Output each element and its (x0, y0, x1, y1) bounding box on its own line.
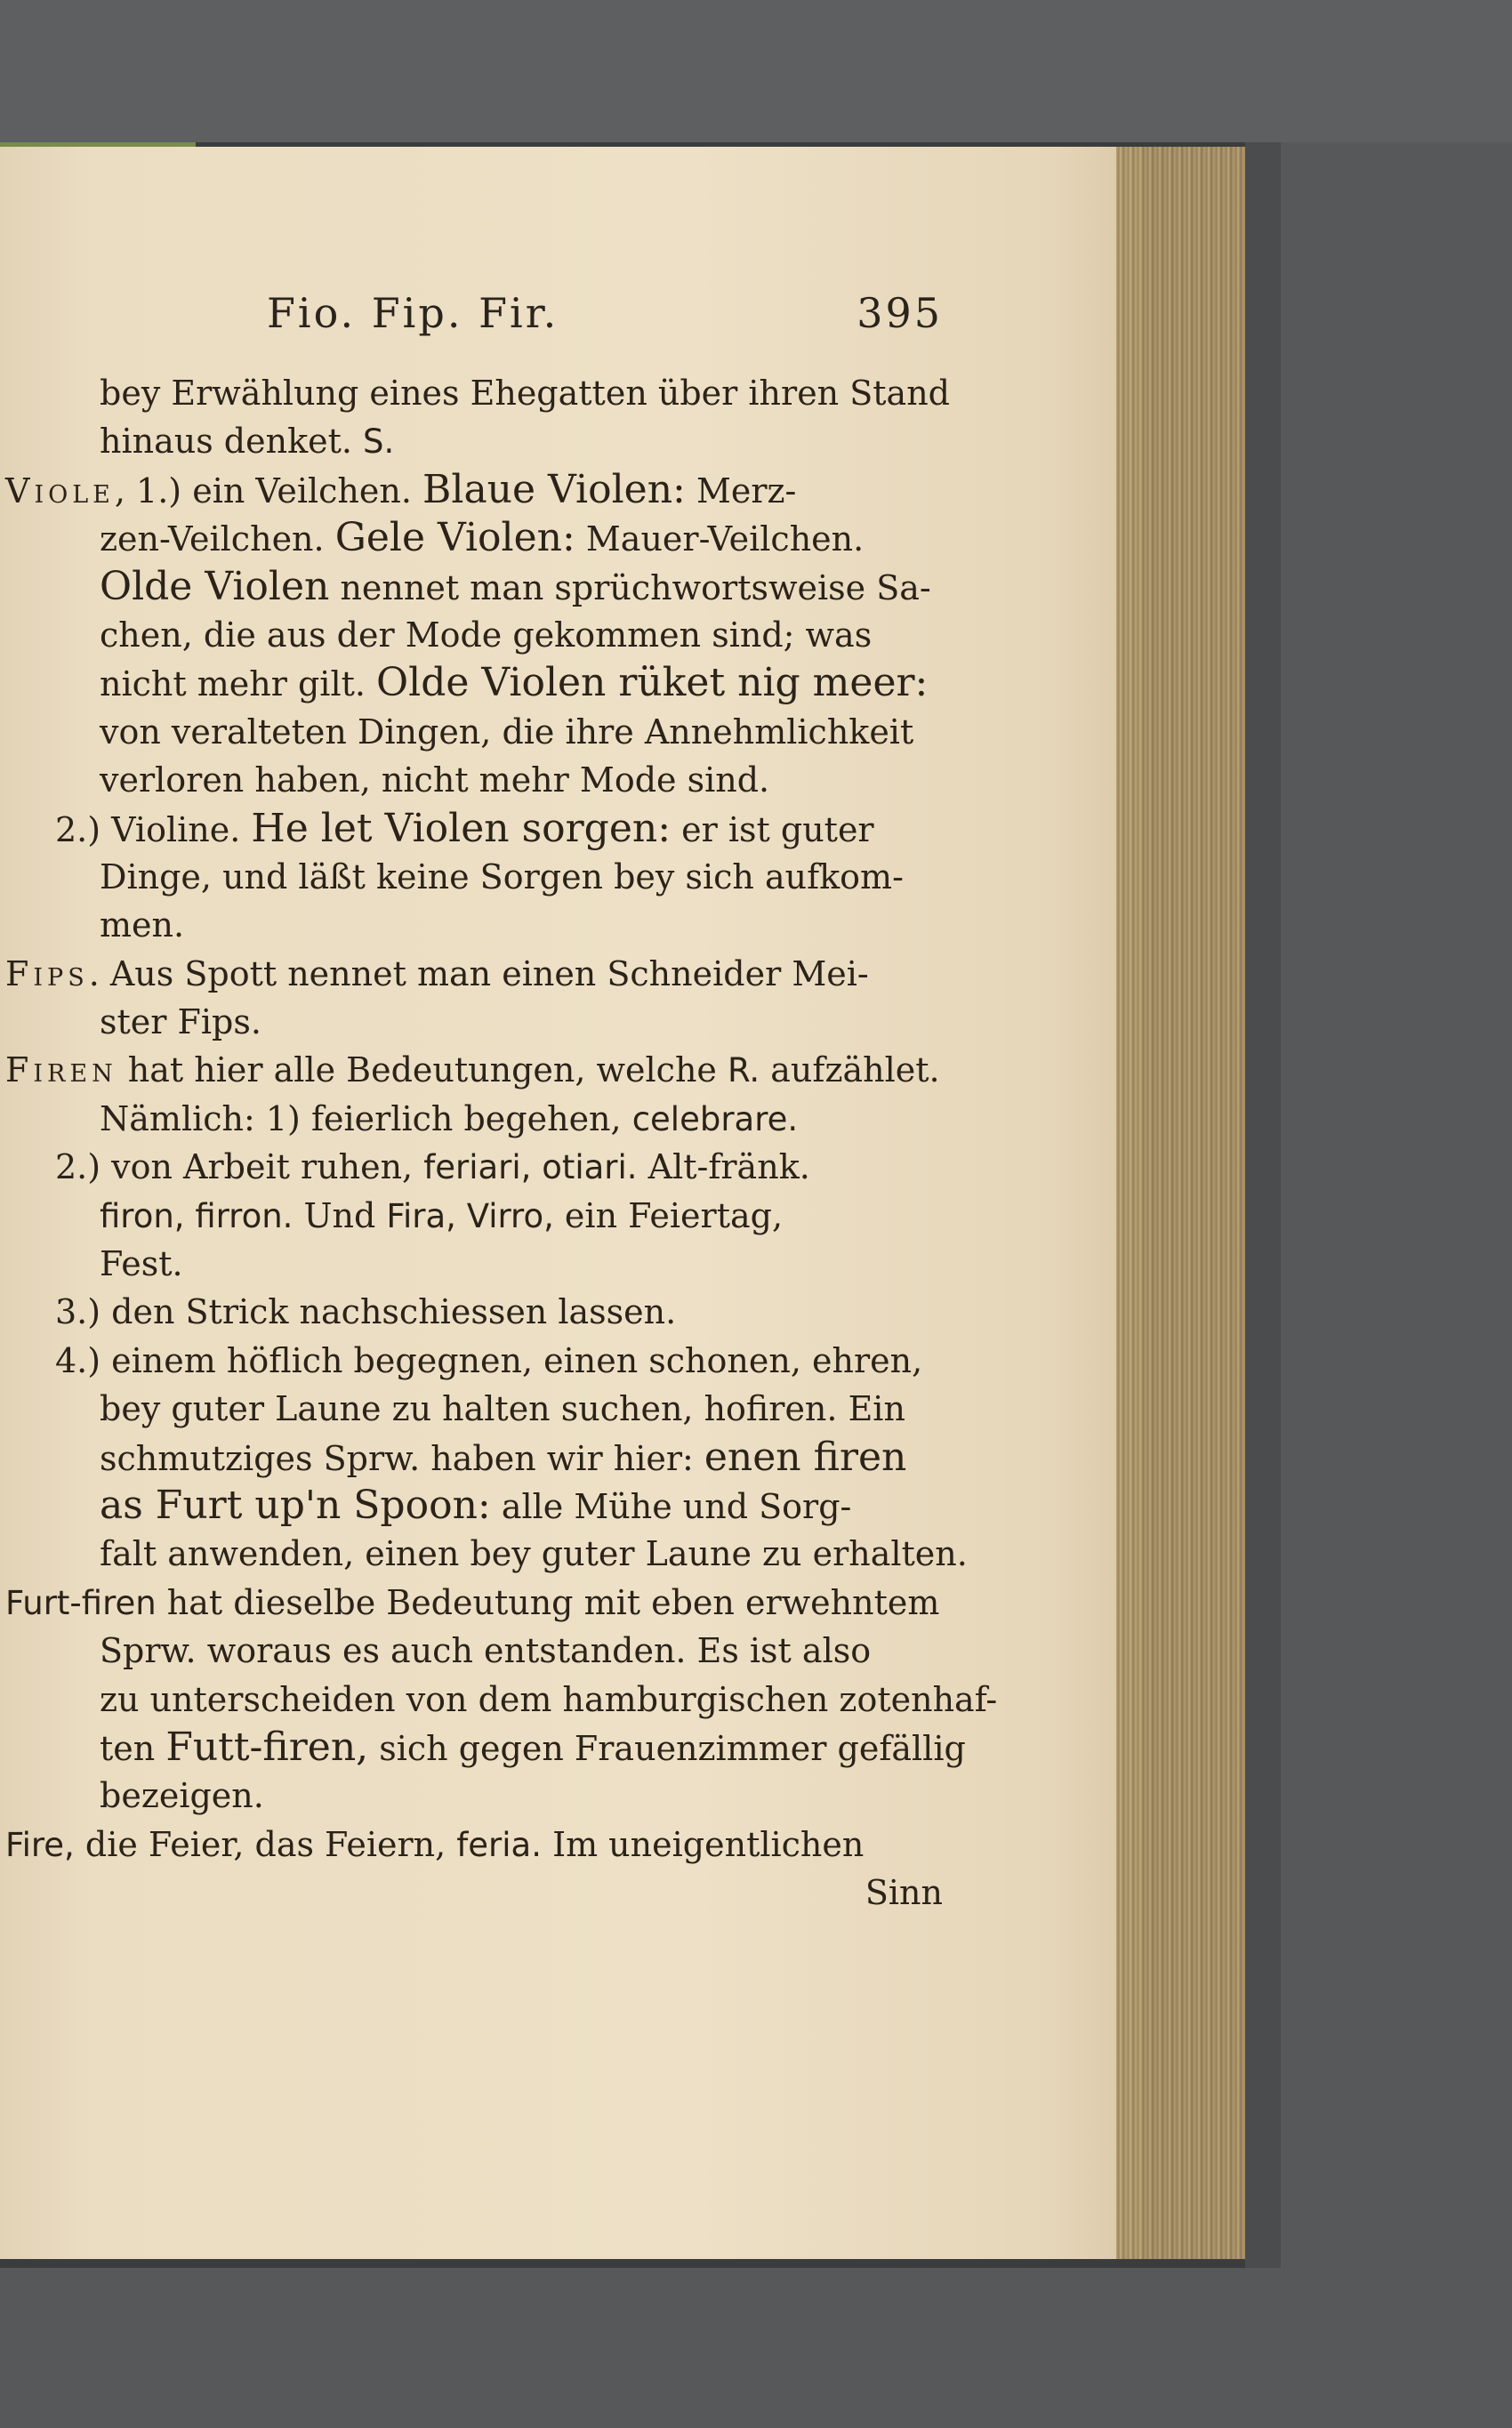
text-run: , 1.) ein Veilchen. (114, 470, 423, 511)
text-run: . Aus Spott nennet man einen Schneider Mei- (88, 953, 869, 993)
text-run: Olde Violen rüket nig meer: (376, 660, 929, 706)
text-run: nicht mehr gilt. (100, 664, 377, 704)
book-spine (1245, 142, 1281, 2268)
text-run: zu unterscheiden von dem hamburgischen zotenhaf- (100, 1679, 998, 1719)
text-run: hat dieselbe Bedeutung mit eben erwehntem (156, 1582, 940, 1622)
text-line (0, 998, 961, 1046)
text-line (0, 1385, 961, 1433)
text-run: chen, die aus der Mode gekommen sind; was (100, 615, 873, 655)
text-run: von veralteten Dingen, die ihre Annehmlichkeit (100, 712, 914, 752)
text-line (0, 1627, 961, 1675)
text-run: Blaue Violen: (422, 466, 686, 512)
text-line (0, 1676, 998, 1724)
text-line (0, 1434, 961, 1482)
text-run: firon, firron. (100, 1196, 294, 1235)
text-run: 2.) von Arbeit ruhen, (55, 1147, 424, 1187)
text-run: Fest. (100, 1244, 183, 1284)
text-run: zen-Veilchen. (100, 519, 335, 559)
text-run: Alt-fränk. (637, 1147, 810, 1187)
text-run: Sinn (865, 1873, 943, 1913)
text-line (0, 1724, 966, 1772)
text-run: er ist guter (671, 809, 874, 849)
text-line (0, 1095, 961, 1143)
text-run: bezeigen. (100, 1776, 264, 1816)
text-run: hat hier alle Bedeutungen, welche (117, 1050, 728, 1090)
text-run: Fira, Virro, (386, 1196, 554, 1235)
text-run: 4.) einem höflich begegnen, einen schonen, ehren, (55, 1340, 923, 1380)
text-line (0, 1337, 961, 1385)
headword: Firen (5, 1050, 117, 1090)
text-run: R. (728, 1051, 760, 1090)
running-header (267, 289, 943, 342)
text-run: hinaus denket. (100, 422, 364, 462)
text-run: ein Feiertag, (553, 1195, 784, 1235)
text-line (0, 1240, 961, 1288)
text-run: Olde Violen (100, 563, 330, 609)
text-run: as Furt up'n Spoon: (100, 1482, 491, 1528)
text-run: Mauer-Veilchen. (575, 519, 865, 559)
text-line (0, 805, 961, 853)
text-run: bey Erwählung eines Ehegatten über ihren Stand (100, 374, 950, 413)
text-run: ten (100, 1728, 166, 1768)
text-line (0, 1482, 961, 1530)
headword: Viole (5, 470, 115, 511)
dictionary-entry-line (0, 1821, 961, 1869)
text-line (0, 563, 961, 611)
text-line (0, 1192, 961, 1240)
text-run: aufzählet. (760, 1050, 940, 1090)
text-run: nennet man sprüchwortsweise Sa- (329, 567, 931, 607)
text-run: He let Violen sorgen: (251, 805, 672, 851)
text-run: bey guter Laune zu halten suchen, hofiren. Ein (100, 1389, 905, 1429)
body-text (0, 369, 998, 1917)
text-run: sich gegen Frauenzimmer gefällig (368, 1728, 966, 1768)
text-run: alle Mühe und Sorg- (490, 1486, 852, 1526)
text-run: Fire, (5, 1825, 75, 1864)
text-run: Im uneigentlichen (541, 1824, 865, 1864)
text-line (0, 1288, 961, 1336)
text-line (0, 1772, 961, 1820)
text-run: ster Fips. (100, 1002, 261, 1042)
text-run: Furt-firen (5, 1583, 157, 1622)
text-run: Futt-firen, (165, 1724, 369, 1770)
text-run: Sprw. woraus es auch entstanden. Es ist also (100, 1631, 872, 1671)
text-run: Gele Violen: (334, 515, 575, 561)
text-line (0, 901, 961, 949)
text-run: 2.) Violine. (55, 809, 252, 849)
text-run: 3.) den Strick nachschiessen lassen. (55, 1292, 677, 1332)
text-run: Und (293, 1195, 387, 1235)
dictionary-entry-line (0, 950, 961, 998)
text-line (0, 659, 961, 707)
text-line (0, 514, 961, 562)
text-run: men. (100, 905, 185, 945)
text-line (0, 417, 961, 465)
page-number: 395 (857, 289, 943, 337)
text-line (0, 369, 961, 417)
background-top (0, 0, 1512, 142)
text-line (0, 708, 961, 756)
text-run: Merz- (685, 470, 797, 511)
text-run: S. (363, 422, 395, 462)
page-edge (1116, 147, 1245, 2259)
text-line (0, 756, 961, 804)
text-line (0, 1143, 961, 1191)
text-run: falt anwenden, einen bey guter Laune zu erhalten. (100, 1534, 968, 1574)
text-run: schmutziges Sprw. haben wir hier: (100, 1438, 704, 1478)
text-line (0, 1530, 968, 1578)
text-run: Nämlich: 1) feierlich begehen, (100, 1098, 632, 1138)
headword: Fips (5, 953, 89, 993)
text-run: celebrare. (631, 1099, 799, 1138)
running-head: Fio. Fip. Fir. (267, 289, 559, 337)
text-run: die Feier, das Feiern, (74, 1824, 457, 1864)
dictionary-entry-line (0, 1046, 961, 1094)
text-line (0, 611, 961, 659)
text-line (0, 1869, 961, 1917)
text-run: enen firen (704, 1434, 907, 1480)
text-run: Dinge, und läßt keine Sorgen bey sich aufkom- (100, 856, 904, 896)
dictionary-entry-line (0, 1579, 961, 1627)
text-run: feria. (456, 1825, 542, 1864)
text-line (0, 853, 961, 901)
text-run: verloren haben, nicht mehr Mode sind. (100, 760, 770, 800)
text-run: feriari, otiari. (423, 1148, 638, 1187)
dictionary-entry-line (0, 466, 961, 514)
